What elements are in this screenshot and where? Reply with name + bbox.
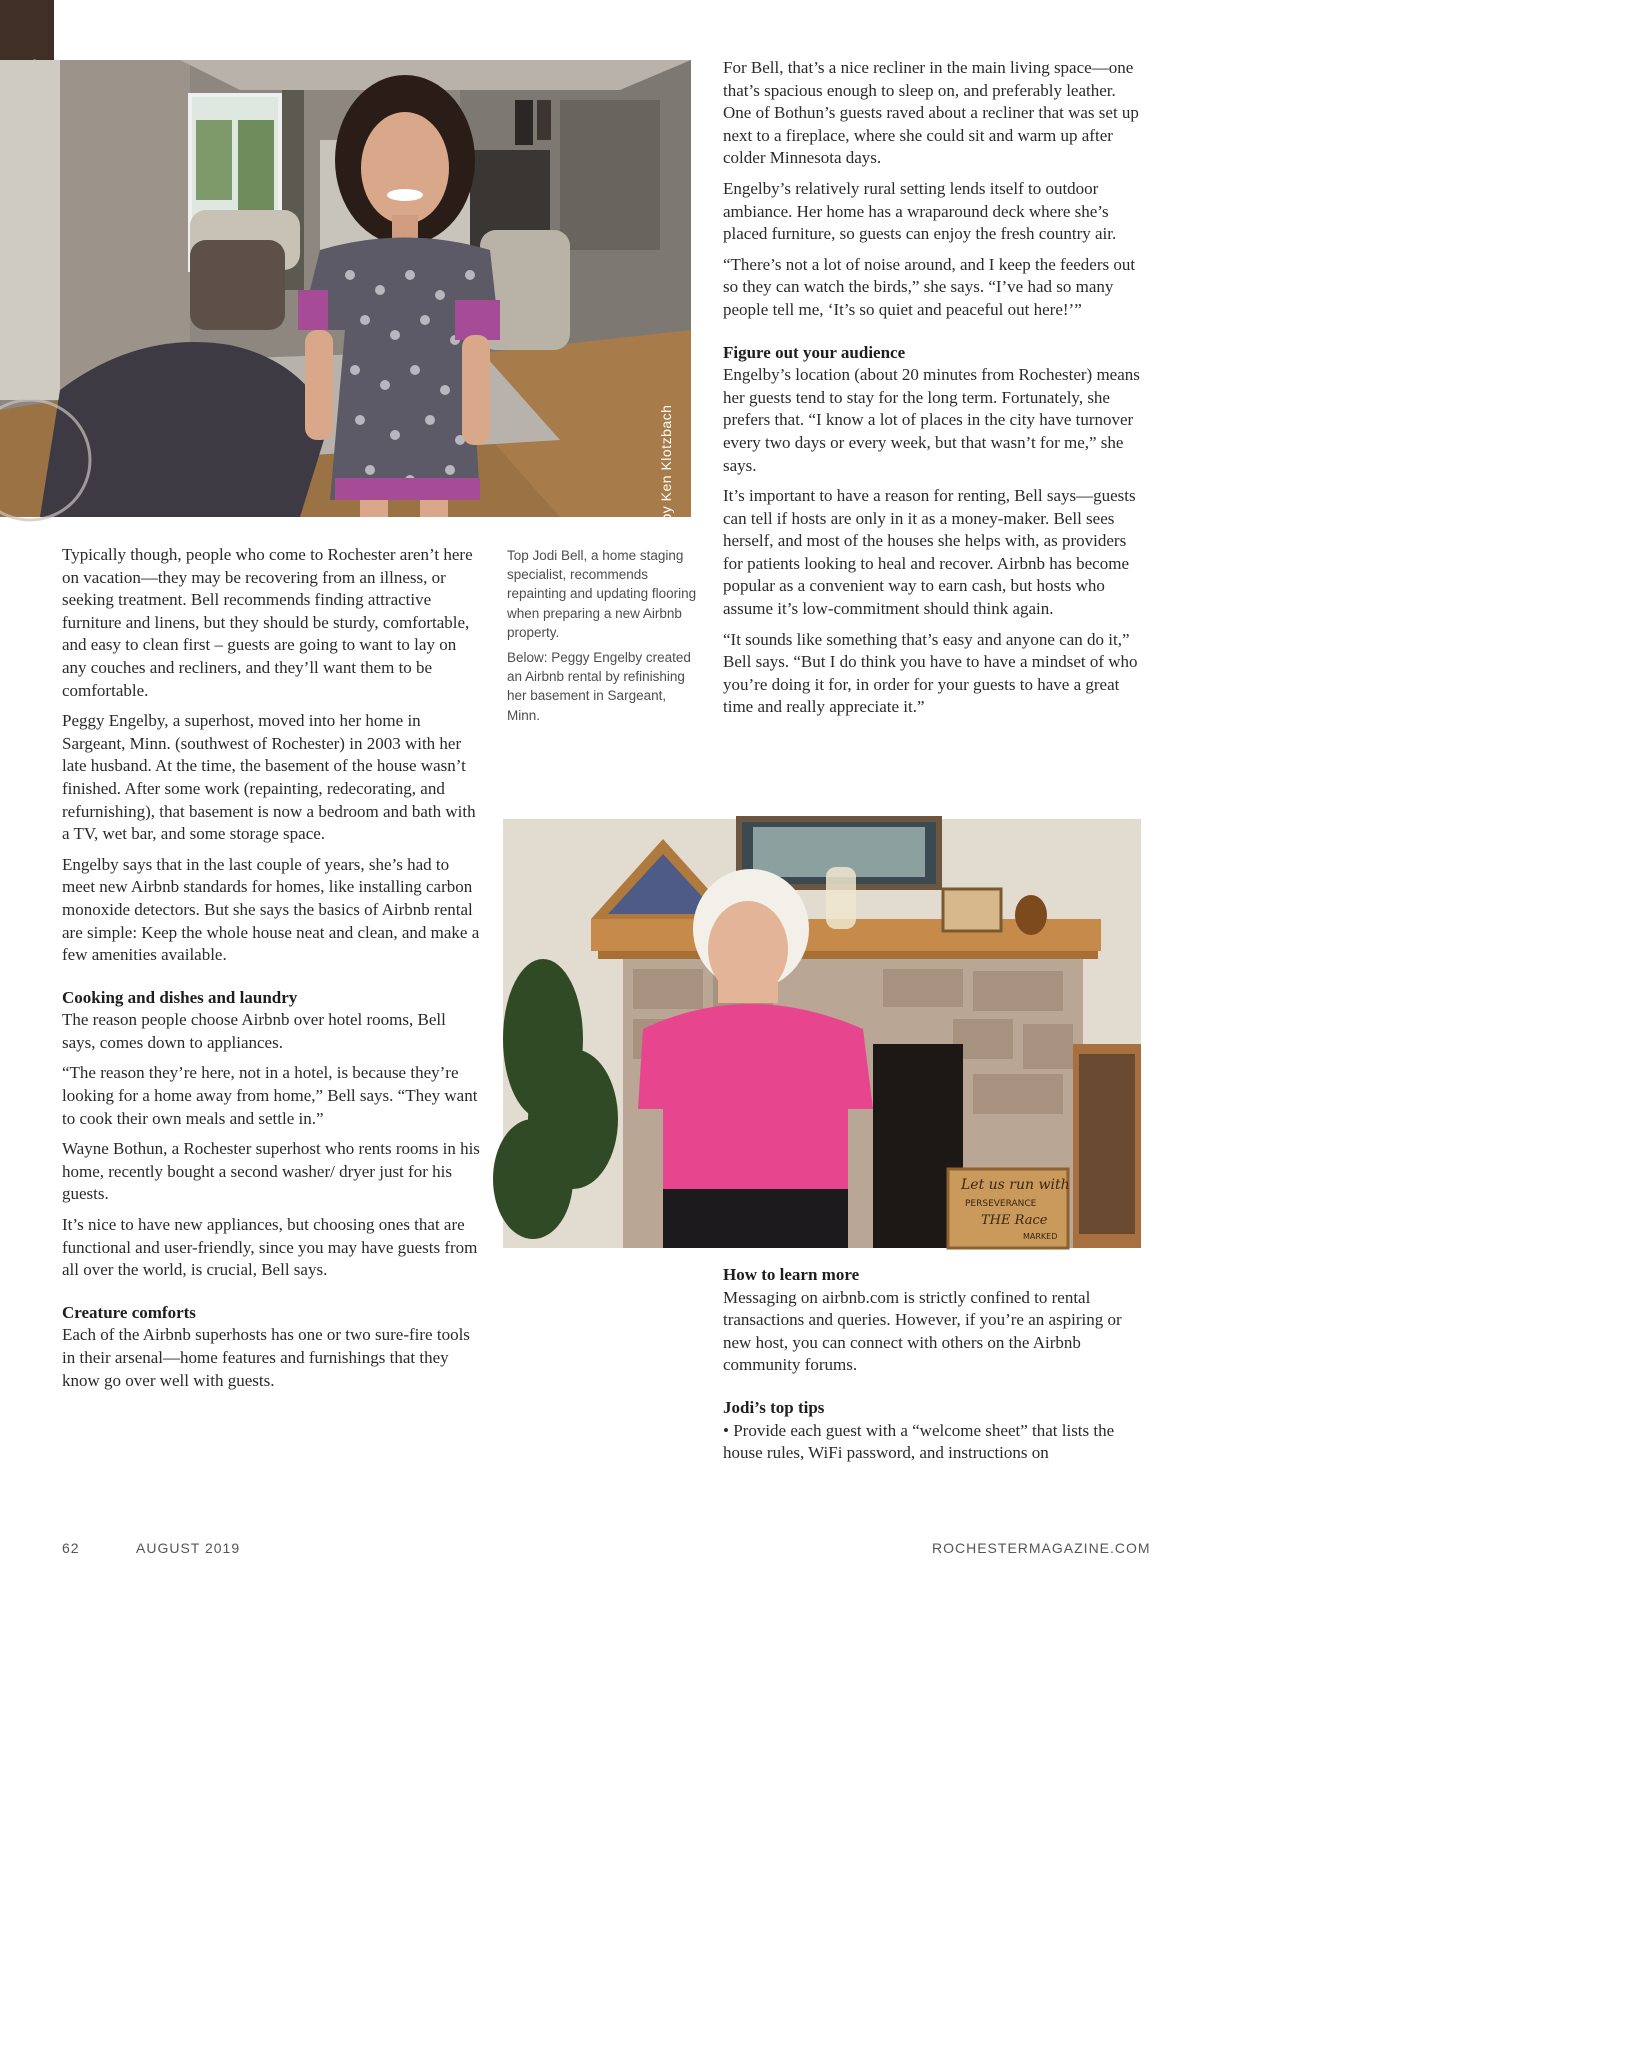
subheading-audience: Figure out your audience (723, 342, 906, 362)
living-room-illustration (0, 60, 691, 517)
paragraph: Peggy Engelby, a superhost, moved into her home in Sargeant, Minn. (southwest of Rochester) in 2003 with her late husband. At the time, the basement of the house wasn’t finished. After some work (repainting, redecorating, and refurnishing), that basement is now a bedroom and bath with a TV, wet bar, and some storage space. (62, 711, 476, 844)
paragraph: It’s important to have a reason for renting, Bell says—guests can tell if hosts are only in it as a money-maker. Bell sees herself, and most of the houses she helps with, as providers for patients looking to heal and recover. Airbnb has become popular as a convenient way to earn cash, but hosts who assume it’s low-commitment should think again. (723, 486, 1136, 619)
paragraph: For Bell, that’s a nice recliner in the main living space—one that’s spacious enough to sleep on, and preferably leather. One of Bothun’s guests raved about a recliner that was set up next to a fireplace, where she could sit and warm up after colder Minnesota days. (723, 58, 1139, 168)
website-link[interactable]: ROCHESTERMAGAZINE.COM (932, 1540, 1151, 1556)
sign-line-4: MARKED (1023, 1232, 1058, 1241)
paragraph: Wayne Bothun, a Rochester superhost who rents rooms in his home, recently bought a second washer/ dryer just for his guests. (62, 1139, 480, 1204)
paragraph: Each of the Airbnb superhosts has one or two sure-fire tools in their arsenal—home features and furnishings that they know go over well with guests. (62, 1325, 470, 1390)
issue-date: AUGUST 2019 (136, 1540, 241, 1556)
paragraph: “The reason they’re here, not in a hotel, is because they’re looking for a home away from home,” Bell says. “They want to cook their own meals and settle in.” (62, 1063, 478, 1128)
paragraph: “It sounds like something that’s easy and anyone can do it,” Bell says. “But I do think you have to have a mindset of who you’re doing it for, in order for your guests to have a great time and really appreciate it.” (723, 629, 1138, 717)
paragraph: Engelby’s relatively rural setting lends itself to outdoor ambiance. Her home has a wraparound deck where she’s placed furniture, so guests can enjoy the fresh country air. (723, 178, 1117, 244)
photo-credit-bottom: Photo by Joe Ahlquist (1620, 1913, 1636, 2059)
article-column-left (62, 544, 482, 1400)
paragraph: “There’s not a lot of noise around, and I keep the feeders out so they can watch the birds,” she says. “I’ve had so many people tell me, ‘It’s so quiet and peaceful out here!’” (723, 254, 1136, 319)
paragraph: Engelby says that in the last couple of years, she’s had to meet new Airbnb standards for homes, like installing carbon monoxide detectors. But she says the basics of Airbnb rental are simple: Keep the whole house neat and clean, and make a few amenities available. (62, 854, 480, 965)
article-column-right-top (723, 57, 1141, 727)
sign-line-2: PERSEVERANCE (965, 1199, 1037, 1209)
paragraph: Typically though, people who come to Rochester aren’t here on vacation—they may be recovering from an illness, or seeking treatment. Bell recommends finding attractive furniture and linens, but they should be sturdy, comfortable, and easy to clean first – guests are going to want to lay on any couches and recliners, and they’ll want them to be comfortable. (62, 545, 473, 700)
paragraph: • Provide each guest with a “welcome sheet” that lists the house rules, WiFi password, and instructions on (723, 1420, 1115, 1463)
caption-below: Below: Peggy Engelby created an Airbnb rental by refinishing her basement in Sargeant, Minn. (507, 650, 691, 723)
paragraph: Engelby’s location (about 20 minutes from Rochester) means her guests tend to stay for the long term. Fortunately, she prefers that. “I know a lot of places in the city have turnover every two days or every week, but that wasn’t for me,” she says. (723, 365, 1140, 475)
photo-credit-top: Photo by Ken Klotzbach (658, 404, 674, 565)
photo-captions (507, 546, 697, 731)
page-number: 62 (62, 1540, 80, 1556)
spacer (723, 1385, 1141, 1397)
photo-jodi-bell (0, 60, 691, 565)
spacer (62, 975, 482, 987)
subheading-cooking: Cooking and dishes and laundry (62, 987, 298, 1007)
subheading-creature-comforts: Creature comforts (62, 1302, 196, 1322)
subheading-top-tips: Jodi’s top tips (723, 1397, 825, 1417)
fireplace-room-illustration (503, 819, 1141, 1248)
paragraph: It’s nice to have new appliances, but choosing ones that are functional and user-friendly, since you may have guests from all over the world, is crucial, Bell says. (62, 1215, 478, 1280)
paragraph: The reason people choose Airbnb over hotel rooms, Bell says, comes down to appliances. (62, 1010, 446, 1052)
sign-line-3: THE Race (981, 1213, 1048, 1228)
spacer (62, 1290, 482, 1302)
caption-top: Top Jodi Bell, a home staging specialist, recommends repainting and updating flooring when preparing a new Airbnb property. (507, 548, 697, 640)
paragraph: Messaging on airbnb.com is strictly confined to rental transactions and queries. However, if you’re an aspiring or new host, you can connect with others on the Airbnb community forums. (723, 1287, 1122, 1375)
subheading-learn-more: How to learn more (723, 1265, 860, 1284)
sign-line-1: Let us run with (961, 1177, 1070, 1193)
spacer (723, 330, 1141, 342)
article-column-right-bottom (723, 1264, 1141, 1473)
